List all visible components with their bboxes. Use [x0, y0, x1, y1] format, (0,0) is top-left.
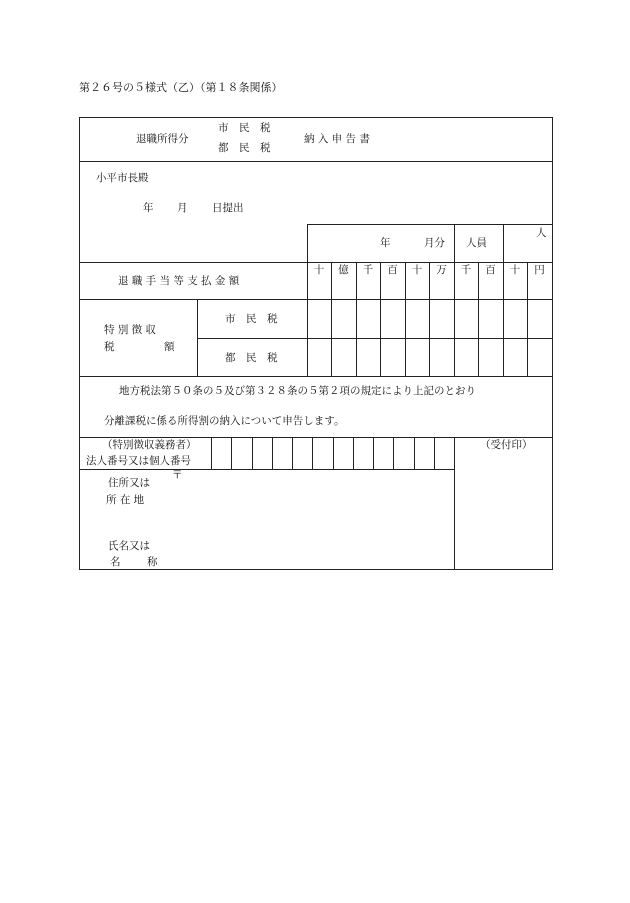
addressee: 小平市長殿 [96, 172, 149, 184]
col-line [197, 299, 198, 376]
digit-unit-thousand: 千 [460, 264, 472, 276]
row-line [79, 469, 455, 470]
address-label-line1: 住所又は [108, 477, 150, 489]
row-line [79, 161, 553, 162]
payment-amount-field[interactable] [308, 263, 552, 299]
table-border-left [79, 117, 80, 570]
table-border-right [552, 117, 553, 570]
city-tax-amount-field[interactable] [308, 300, 552, 337]
number-input-field[interactable] [212, 438, 454, 469]
form-title: 第２６号の５様式（乙）（第１８条関係） [79, 81, 283, 94]
metro-tax-amount-field[interactable] [308, 339, 552, 376]
digit-unit-ten-oku: 十 [313, 264, 325, 276]
digit-unit-hundred: 百 [485, 264, 496, 276]
collector-label: （特別徴収義務者） [102, 439, 197, 451]
digit-unit-man: 万 [436, 264, 447, 276]
digit-unit-ten: 十 [509, 264, 521, 276]
digit-unit-thousand-man: 千 [362, 264, 374, 276]
digit-unit-hundred-man: 百 [387, 264, 398, 276]
persons-count-field[interactable] [504, 225, 552, 262]
table-border-top [79, 117, 553, 118]
digit-unit-ten-man: 十 [411, 264, 423, 276]
digit-unit-yen: 円 [534, 264, 545, 276]
table-border-bottom [79, 569, 553, 570]
date-month: 月 [177, 202, 188, 214]
period-year: 年 [380, 237, 391, 249]
period-month: 月分 [424, 237, 445, 249]
postal-mark-icon: 〒 [172, 469, 183, 481]
persons-unit: 人 [536, 227, 547, 239]
header-city-tax: 市 民 税 [218, 122, 271, 134]
address-label-line2: 所 在 地 [106, 494, 145, 506]
tax-amount-label-tax: 税 [104, 341, 115, 353]
persons-label: 人員 [466, 237, 487, 249]
header-metro-tax: 都 民 税 [218, 142, 271, 154]
digit-unit-oku: 億 [338, 264, 349, 276]
corporate-or-personal-number-label: 法人番号又は個人番号 [86, 455, 191, 467]
row-line [79, 376, 553, 377]
tax-amount-label-line1: 特 別 徴 収 [104, 324, 157, 336]
payment-label: 退 職 手 当 等 支 払 金 額 [118, 275, 240, 287]
city-tax-label: 市 民 税 [225, 313, 278, 325]
declaration-line2: 分離課税に係る所得割の納入について申告します。 [104, 415, 345, 427]
date-year: 年 [143, 202, 154, 214]
name-label-line1: 氏名又は [108, 540, 150, 552]
header-left-label: 退職所得分 [136, 133, 189, 145]
tax-amount-label-amount: 額 [164, 341, 175, 353]
receipt-stamp-label: （受付印） [480, 439, 533, 451]
declaration-line1: 地方税法第５０条の５及び第３２８条の５第２項の規定により上記のとおり [119, 385, 476, 397]
name-label-title: 称 [147, 556, 158, 568]
address-name-field[interactable] [180, 472, 452, 567]
metro-tax-label: 都 民 税 [225, 352, 278, 364]
document-title: 納 入 申 告 書 [304, 133, 370, 145]
date-day-submitted: 日提出 [212, 202, 244, 214]
name-label-name: 名 [110, 556, 121, 568]
col-line [454, 437, 455, 570]
